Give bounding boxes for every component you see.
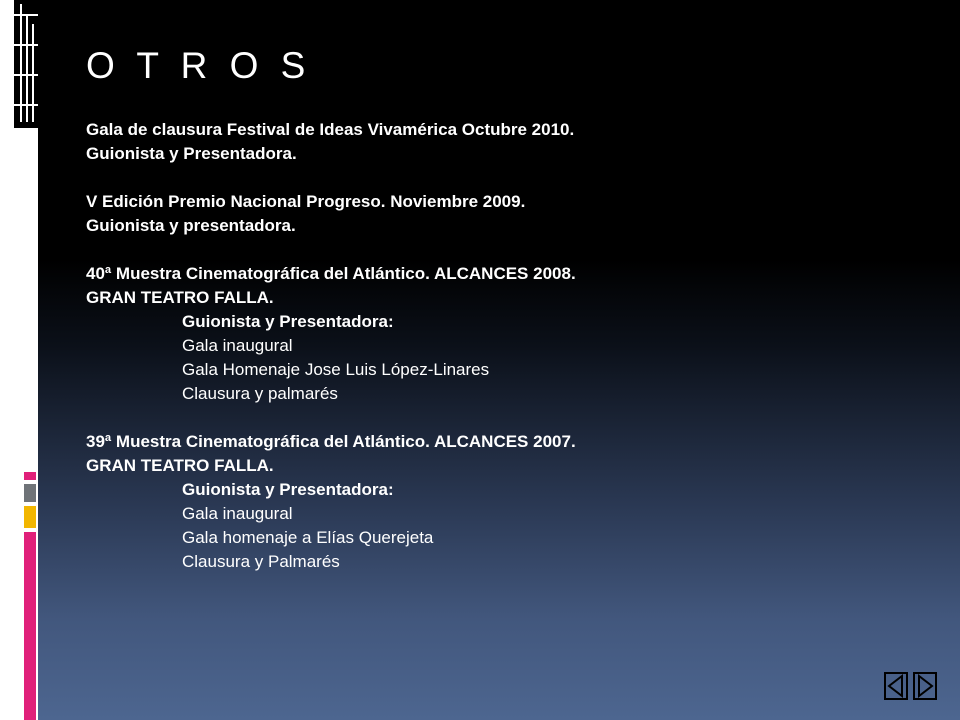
entry-item: Gala homenaje a Elías Querejeta: [182, 528, 434, 547]
entry-role: Guionista y presentadora.: [86, 216, 296, 235]
triangle-left-icon: [886, 674, 906, 698]
entry-item: Clausura y palmarés: [182, 384, 338, 403]
next-slide-button[interactable]: [913, 672, 937, 700]
entry-alcances-2008: [86, 262, 926, 406]
entry-venue: GRAN TEATRO FALLA.: [86, 288, 274, 307]
entry-role: Guionista y Presentadora.: [86, 144, 297, 163]
entry-item: Gala Homenaje Jose Luis López-Linares: [182, 360, 490, 379]
entry-venue: GRAN TEATRO FALLA.: [86, 456, 274, 475]
triangle-right-icon: [915, 674, 935, 698]
slide-title: O T R O S: [86, 45, 312, 86]
yellow-bar: [24, 506, 36, 528]
entry-alcances-2007: [86, 430, 926, 574]
pink-bar-long: [24, 532, 36, 720]
entry-heading: Gala de clausura Festival de Ideas Vivamérica Octubre 2010.: [86, 120, 575, 139]
entry-premio-progreso-2009: [86, 190, 926, 238]
previous-slide-button[interactable]: [884, 672, 908, 700]
entry-item: Gala inaugural: [182, 504, 293, 523]
entry-role: Guionista y Presentadora:: [182, 312, 394, 331]
entry-heading: 40ª Muestra Cinematográfica del Atlántico. ALCANCES 2008.: [86, 264, 576, 283]
entry-item: Gala inaugural: [182, 336, 293, 355]
entry-role: Guionista y Presentadora:: [182, 480, 394, 499]
decorative-grid: [0, 0, 38, 140]
slide-content: [86, 118, 926, 598]
entry-heading: 39ª Muestra Cinematográfica del Atlántico. ALCANCES 2007.: [86, 432, 576, 451]
gray-bar: [24, 484, 36, 502]
entry-vivamerica-2010: [86, 118, 926, 166]
pink-bar-top: [24, 472, 36, 480]
entry-item: Clausura y Palmarés: [182, 552, 340, 571]
entry-heading: V Edición Premio Nacional Progreso. Noviembre 2009.: [86, 192, 526, 211]
